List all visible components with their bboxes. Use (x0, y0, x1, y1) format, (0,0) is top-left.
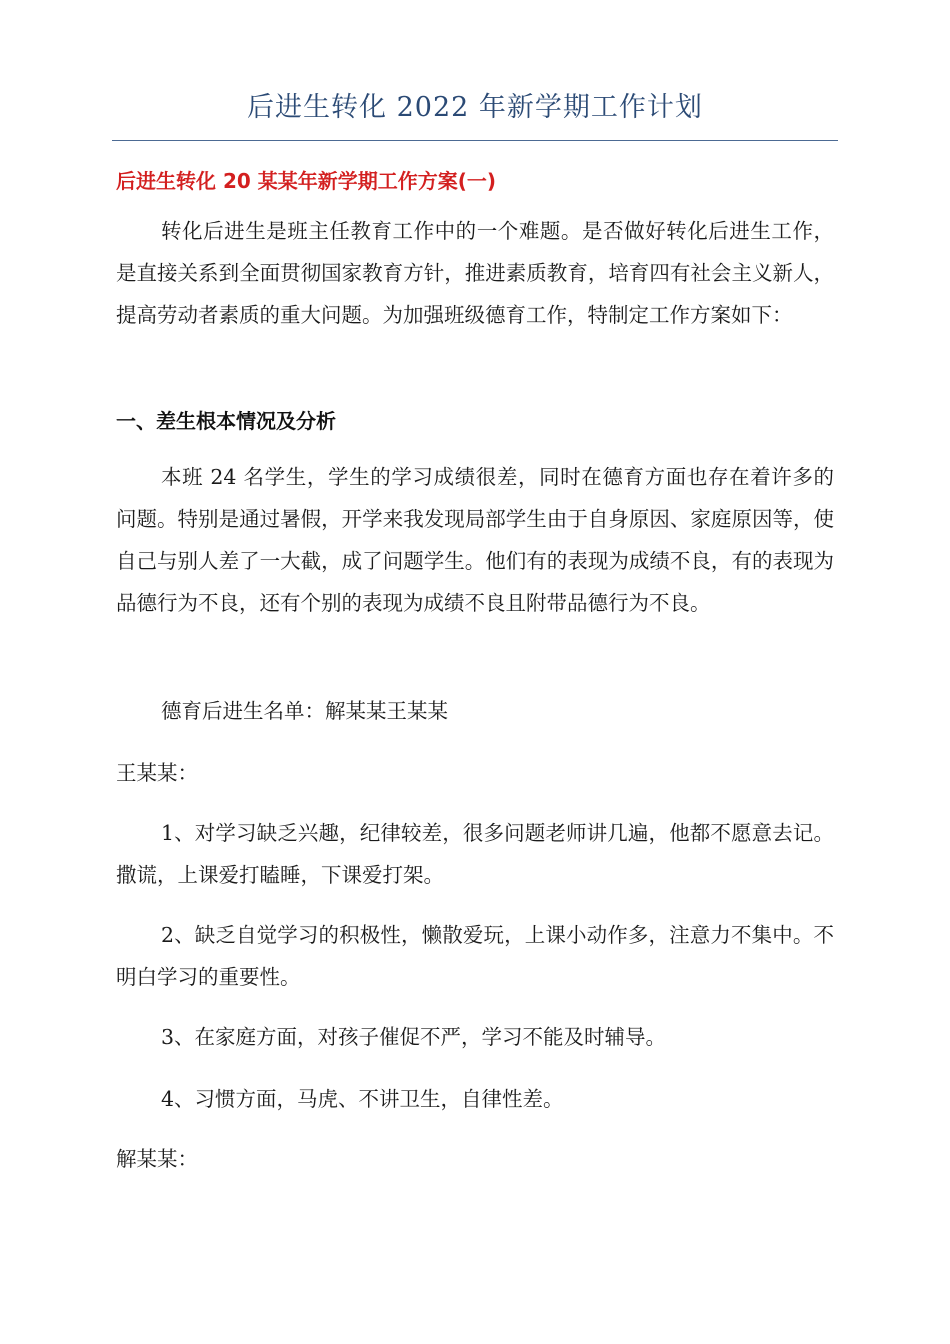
section-1-paragraph: 本班 24 名学生，学生的学习成绩很差，同时在德育方面也存在着许多的问题。特别是通过暑假，开学来我发现局部学生由于自身原因、家庭原因等，使自己与别人差了一大截，成了问题学生。他们有的表现为成绩不良，有的表现为品德行为不良，还有个别的表现为成绩不良且附带品德行为不良。 (116, 465, 834, 615)
intro-paragraph: 转化后进生是班主任教育工作中的一个难题。是否做好转化后进生工作，是直接关系到全面贯彻国家教育方针，推进素质教育，培育四有社会主义新人，提高劳动者素质的重大问题。为加强班级德育工作，特制定工作方案如下： (116, 219, 834, 327)
list-item-1: 1、对学习缺乏兴趣，纪律较差，很多问题老师讲几遍，他都不愿意去记。撒谎，上课爱打瞌睡，下课爱打架。 (116, 821, 834, 887)
list-item-2: 2、缺乏自觉学习的积极性，懒散爱玩，上课小动作多，注意力不集中。不明白学习的重要性。 (116, 923, 834, 989)
title-divider (112, 140, 838, 141)
subtitle-heading: 后进生转化 20 某某年新学期工作方案(一) (116, 169, 497, 193)
document-title: 后进生转化 2022 年新学期工作计划 (247, 92, 703, 123)
student-list-paragraph: 德育后进生名单：解某某王某某 (161, 699, 448, 723)
list-item-3: 3、在家庭方面，对孩子催促不严，学习不能及时辅导。 (161, 1025, 667, 1049)
section-heading-1: 一、差生根本情况及分析 (116, 409, 336, 433)
list-item-4: 4、习惯方面，马虎、不讲卫生，自律性差。 (161, 1087, 564, 1111)
student-name-xie: 解某某： (116, 1147, 198, 1171)
student-name-wang: 王某某： (116, 761, 198, 785)
